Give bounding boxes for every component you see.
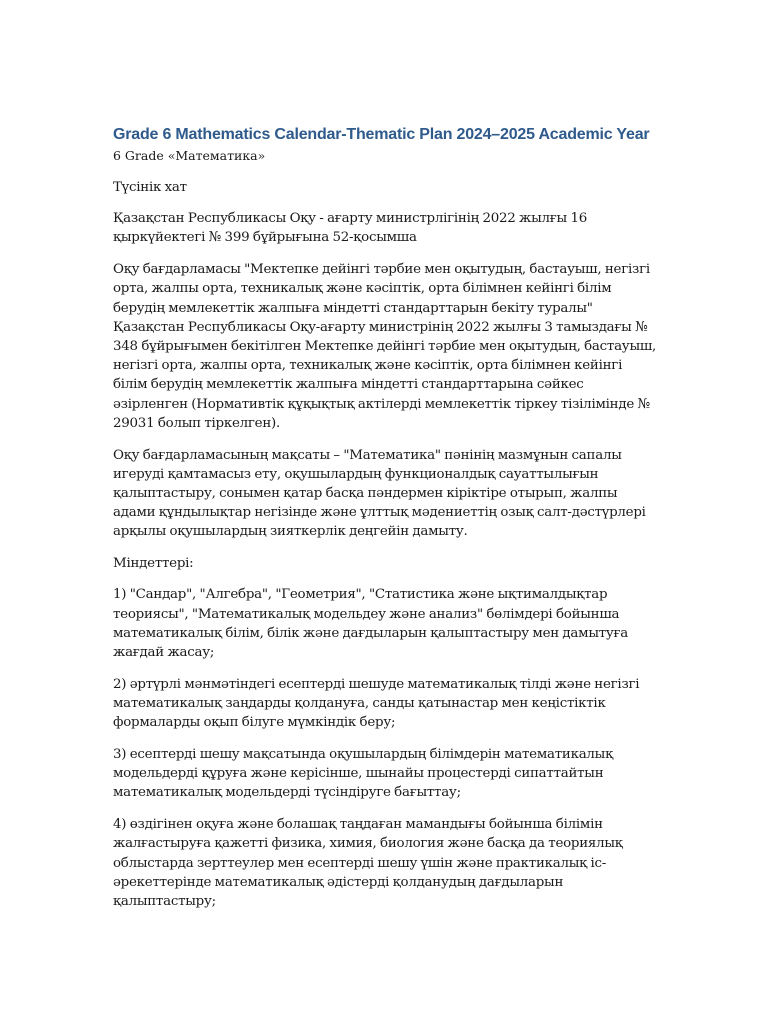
document-title: Grade 6 Mathematics Calendar-Thematic Plan 2024–2025 Academic Year [113,126,650,143]
section-heading-explanatory-note: Түсінік хат [113,180,187,195]
section-heading-tasks: Міндеттері: [113,556,194,572]
paragraph-program-goal: Оқу бағдарламасының мақсаты – "Математика" пәнінің мазмұнын сапалы игеруді қамтамасыз ету, оқушылардың функционалдық сауаттылығын қалыптастыру, сонымен қатар басқа пәндермен кіріктіре отырып, жалпы адами құндылықтар негізінде және ұлттық мәдениеттің озық салт-дәстүрлері арқылы оқушылардың зияткерлік деңгейін дамыту. [113,447,646,540]
paragraph-program-basis: Оқу бағдарламасы "Мектепке дейінгі тәрбие мен оқытудың, бастауыш, негізгі орта, жалпы орта, техникалық және кәсіптік, орта білімнен кейінгі білім берудің мемлекеттік жалпыға міндетті стандарттарын бекіту туралы" Қазақстан Республикасы Оқу-ағарту министрінің 2022 жылғы 3 тамыздағы № 348 бұйрығымен бекітілген Мектепке дейінгі тәрбие мен оқытудың, бастауыш, негізгі орта, жалпы орта, техникалық және кәсіптік, орта білімнен кейінгі білім берудің мемлекеттік жалпыға міндетті стандарттарына сәйкес әзірленген (Нормативтік құқықтық актілерді мемлекеттік тіркеу тізілімінде № 29031 болып тіркелген). [113,262,657,431]
task-item-4: 4) өздігінен оқуға және болашақ таңдаған мамандығы бойынша білімін жалғастыруға қажетті физика, химия, биология және басқа да теориялық облыстарда зерттеулер мен есептерді шешу үшін және практикалық іс-әрекеттерінде математикалық әдістерді қолданудың дағдыларын қалыптастыру; [113,817,623,910]
document-page [113,124,658,924]
task-item-1: 1) "Сандар", "Алгебра", "Геометрия", "Статистика және ықтималдықтар теориясы", "Математикалық модельдеу және анализ" бөлімдері бойынша математикалық білім, білік және дағдыларын қалыптастыру мен дамытуға жағдай жасау; [113,587,629,661]
paragraph-appendix-reference: Қазақстан Республикасы Оқу - ағарту министрлігінің 2022 жылғы 16 қыркүйектегі № 399 бұйрығына 52-қосымша [113,211,588,246]
document-subtitle: 6 Grade «Математика» [113,148,266,163]
task-item-3: 3) есептерді шешу мақсатында оқушылардың білімдерін математикалық модельдерді құруға және керісінше, шынайы процестерді сипаттайтын математикалық модельдерді түсіндіруге бағыттау; [113,747,613,801]
task-item-2: 2) әртүрлі мәнмәтіндегі есептерді шешуде математикалық тілді және негізгі математикалық заңдарды қолдануға, санды қатынастар мен кеңістіктік формаларды оқып білуге мүмкіндік беру; [113,676,640,731]
